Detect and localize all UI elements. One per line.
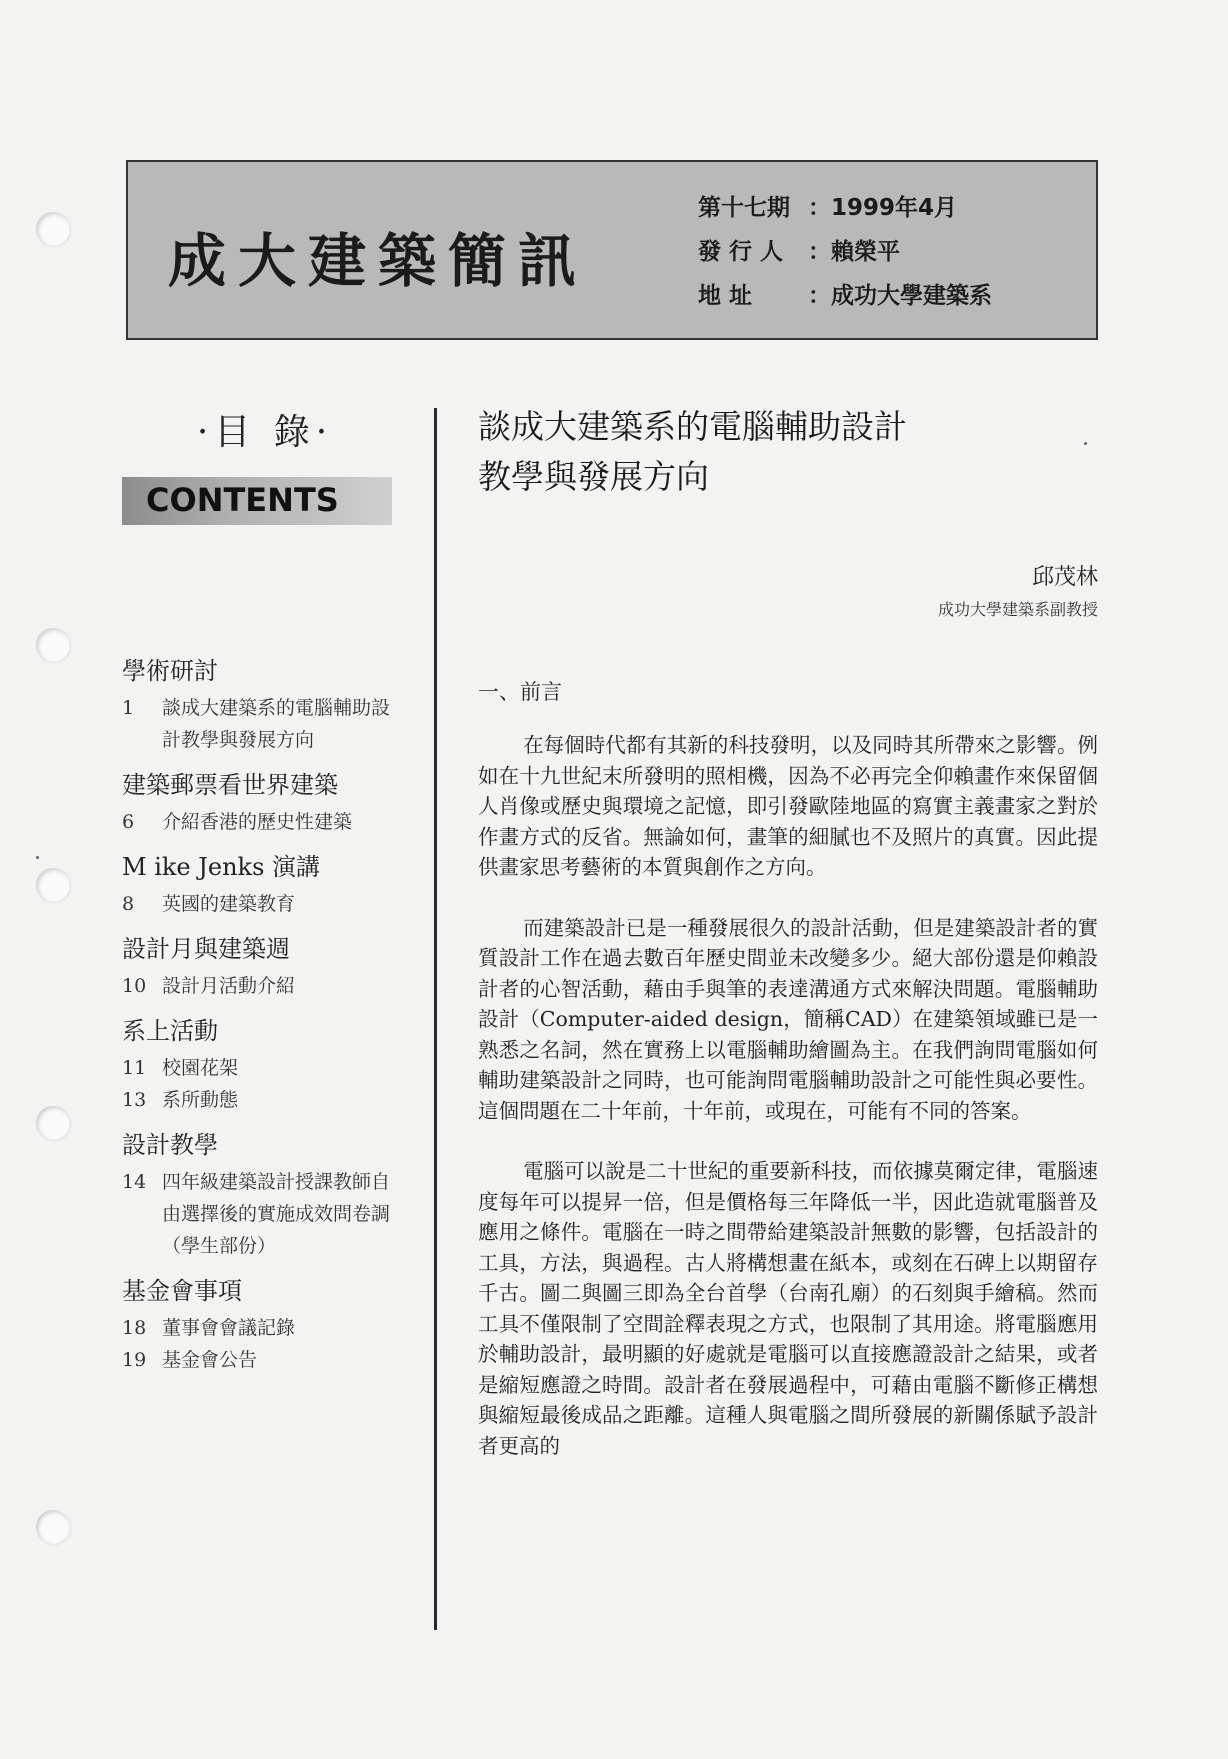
- publisher-label: 發 行 人: [698, 239, 784, 265]
- toc-item-title: 校園花架: [162, 1057, 239, 1079]
- publisher-value: 賴榮平: [831, 239, 900, 265]
- masthead: [126, 160, 1098, 340]
- toc-item-page: 10: [122, 975, 147, 997]
- address-row: 地 址 ：成功大學建築系: [698, 274, 992, 318]
- toc-item[interactable]: [122, 888, 422, 920]
- toc-item-page: 13: [122, 1089, 147, 1111]
- toc-item-title: 英國的建築教育: [162, 893, 296, 915]
- toc-section: [122, 654, 422, 756]
- punch-hole: [36, 1510, 70, 1544]
- toc-section: [122, 1274, 422, 1376]
- punch-hole: [36, 628, 70, 662]
- article: [478, 402, 1098, 1491]
- toc-section-heading: 設計教學: [122, 1131, 218, 1159]
- masthead-info: [698, 186, 992, 318]
- toc-item-title: 設計月活動介紹: [162, 975, 296, 997]
- toc-item[interactable]: [122, 1052, 422, 1084]
- toc-item[interactable]: [122, 692, 422, 756]
- toc-section-heading: M ike Jenks 演講: [122, 853, 321, 881]
- address-label: 地 址: [698, 283, 753, 309]
- toc-item[interactable]: [122, 806, 422, 838]
- toc-item-page: 6: [122, 811, 135, 833]
- address-value: 成功大學建築系: [831, 283, 992, 309]
- toc-item-page: 1: [122, 697, 135, 719]
- toc-section-heading: 設計月與建築週: [122, 935, 290, 963]
- issue-label: 第十七期: [698, 195, 790, 221]
- table-of-contents: [122, 404, 412, 1371]
- toc-section: [122, 1014, 422, 1116]
- toc-section: [122, 1128, 422, 1262]
- article-paragraph: 電腦可以說是二十世紀的重要新科技，而依據莫爾定律，電腦速度每年可以提昇一倍，但是價格每三年降低一半，因此造就電腦普及應用之條件。電腦在一時之間帶給建築設計無數的影響，包括設計的工具，方法，與過程。古人將構想畫在紙本，或刻在石碑上以期留存千古。圖二與圖三即為全台首學（台南孔廟）的石刻與手繪稿。然而工具不僅限制了空間詮釋表現之方式，也限制了其用途。將電腦應用於輔助設計，最明顯的好處就是電腦可以直接應證設計之結果，或者是縮短應證之時間。設計者在發展過程中，可藉由電腦不斷修正構想與縮短最後成品之距離。這種人與電腦之間所發展的新關係賦予設計者更高的: [478, 1159, 1098, 1458]
- newsletter-title: 成大建築簡訊: [168, 227, 589, 295]
- toc-item[interactable]: [122, 1344, 422, 1376]
- toc-section: [122, 850, 422, 920]
- issue-row: 第十七期 ：1999年4月: [698, 186, 992, 230]
- author-affiliation: 成功大學建築系副教授: [937, 600, 1098, 619]
- toc-section-heading: 學術研討: [122, 657, 218, 685]
- toc-section: [122, 932, 422, 1002]
- toc-section-heading: 系上活動: [122, 1017, 218, 1045]
- article-paragraph: 在每個時代都有其新的科技發明，以及同時其所帶來之影響。例如在十九世紀末所發明的照相機，因為不必再完全仰賴畫作來保留個人肖像或歷史與環境之記憶，即引發歐陸地區的寫實主義畫家之對於作畫方式的反省。無論如何，畫筆的細膩也不及照片的真實。因此提供畫家思考藝術的本質與創作之方向。: [478, 733, 1098, 879]
- article-author: 邱茂林: [1031, 565, 1098, 590]
- toc-item[interactable]: [122, 970, 422, 1002]
- toc-item-title: 介紹香港的歷史性建築: [162, 811, 353, 833]
- toc-item-title: 基金會公告: [162, 1349, 258, 1371]
- toc-item-title: 談成大建築系的電腦輔助設計教學與發展方向: [162, 697, 391, 751]
- punch-hole: [36, 868, 70, 902]
- issue-value: 1999年4月: [831, 195, 958, 221]
- article-paragraph: 而建築設計已是一種發展很久的設計活動，但是建築設計者的實質設計工作在過去數百年歷史間並未改變多少。絕大部份還是仰賴設計者的心智活動，藉由手與筆的表達溝通方式來解決問題。電腦輔助設計（Computer-aided design，簡稱CAD）在建築領域雖已是一熟悉之名詞，然在實務上以電腦輔助繪圖為主。在我們詢問電腦如何輔助建築設計之同時，也可能詢問電腦輔助設計之可能性與必要性。這個問題在二十年前，十年前，或現在，可能有不同的答案。: [478, 915, 1098, 1123]
- toc-item-page: 18: [122, 1317, 147, 1339]
- toc-title: ·目 錄·: [196, 412, 334, 453]
- toc-item[interactable]: [122, 1312, 422, 1344]
- toc-item-page: 14: [122, 1171, 147, 1193]
- contents-label: CONTENTS: [146, 481, 339, 519]
- article-title: 談成大建築系的電腦輔助設計教學與發展方向: [478, 407, 907, 496]
- toc-section-heading: 建築郵票看世界建築: [122, 771, 338, 799]
- toc-item[interactable]: [122, 1084, 422, 1116]
- toc-section: [122, 768, 422, 838]
- column-divider: [434, 408, 437, 1630]
- publisher-row: 發 行 人 ：賴榮平: [698, 230, 992, 274]
- punch-hole: [36, 1106, 70, 1140]
- section-title: 一、前言: [478, 680, 562, 704]
- contents-band: [122, 477, 392, 525]
- toc-item[interactable]: [122, 1166, 422, 1262]
- toc-section-heading: 基金會事項: [122, 1277, 242, 1305]
- punch-hole: [36, 212, 70, 246]
- toc-item-page: 8: [122, 893, 135, 915]
- scan-speck: [36, 856, 39, 859]
- toc-item-page: 11: [122, 1057, 147, 1079]
- toc-item-title: 四年級建築設計授課教師自由選擇後的實施成效問卷調（學生部份）: [162, 1171, 391, 1257]
- toc-item-title: 董事會會議記錄: [162, 1317, 296, 1339]
- toc-item-title: 系所動態: [162, 1089, 239, 1111]
- toc-item-page: 19: [122, 1349, 147, 1371]
- toc-sections: [122, 654, 422, 1388]
